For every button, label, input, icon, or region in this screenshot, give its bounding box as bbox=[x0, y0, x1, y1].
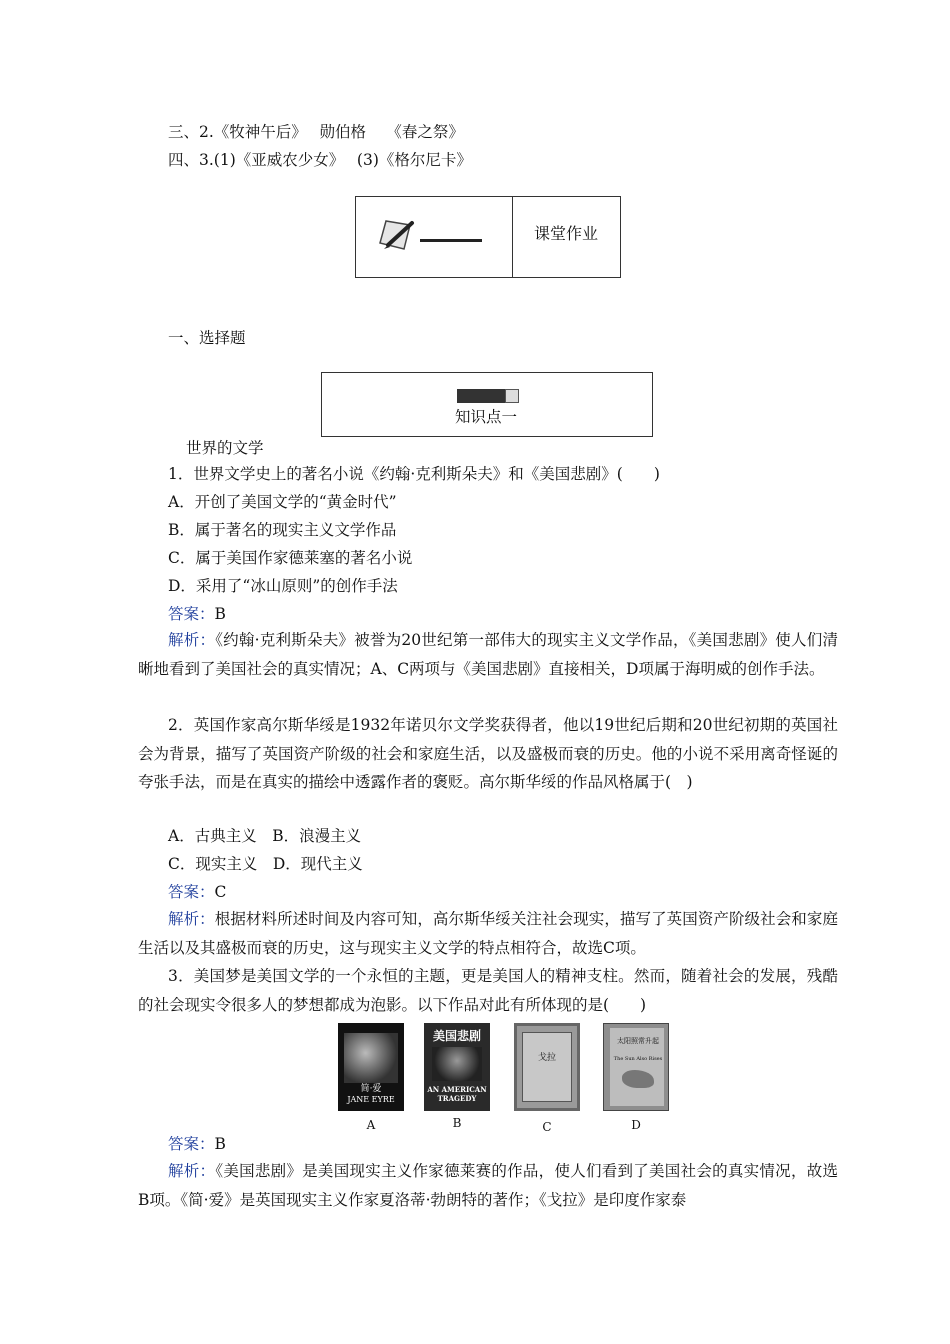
q2-answer-value: C bbox=[214, 883, 227, 901]
q1-analysis-label: 解析： bbox=[168, 631, 216, 649]
q3-analysis bbox=[138, 1157, 838, 1214]
banner-divider bbox=[512, 197, 513, 277]
cover-a-title: JANE EYRE bbox=[347, 1095, 395, 1104]
answer-line-3: 三、2.《牧神午后》 勋伯格 《春之祭》 bbox=[168, 123, 464, 141]
pencil-note-icon bbox=[376, 215, 420, 259]
q2-analysis-label: 解析： bbox=[168, 910, 215, 928]
banner-underline bbox=[420, 239, 482, 242]
q2-answer-label: 答案： bbox=[168, 883, 215, 901]
q1-answer bbox=[168, 600, 868, 628]
book-cover-b bbox=[424, 1023, 490, 1111]
q2-analysis-text: 根据材料所述时间及内容可知，高尔斯华绥关注社会现实，描写了英国资产阶级社会和家庭生活以及其盛极而衰的历史，这与现实主义文学的特点相符合，故选C项。 bbox=[138, 910, 838, 957]
cover-d-caption: D bbox=[631, 1118, 641, 1132]
q2-analysis bbox=[138, 905, 838, 962]
knowledge-point-box bbox=[321, 372, 653, 437]
knowledge-point-marker bbox=[457, 389, 519, 403]
cover-b-title: AN AMERICAN TRAGEDY bbox=[427, 1085, 487, 1103]
cover-d-title: The Sun Also Rises bbox=[613, 1056, 663, 1062]
knowledge-topic: 世界的文学 bbox=[186, 439, 264, 457]
q1-answer-label: 答案： bbox=[168, 605, 215, 623]
section-heading: 一、选择题 bbox=[168, 329, 246, 347]
q3-answer bbox=[168, 1130, 868, 1158]
banner-label: 课堂作业 bbox=[534, 224, 599, 243]
q3-stem: 3．美国梦是美国文学的一个永恒的主题，更是美国人的精神支柱。然而，随着社会的发展，残酷的社会现实令很多人的梦想都成为泡影。以下作品对此有所体现的是( ) bbox=[138, 967, 838, 1014]
q1-option-a: A．开创了美国文学的“黄金时代” bbox=[168, 493, 397, 511]
cover-b-cn-title: 美国悲剧 bbox=[432, 1029, 481, 1043]
cover-d-cn-title: 太阳照常升起 bbox=[617, 1037, 659, 1045]
cover-c-cn-title: 戈拉 bbox=[537, 1053, 556, 1063]
q2-options-row2: C．现实主义 D．现代主义 bbox=[168, 855, 363, 873]
q1-analysis-text: 《约翰·克利斯朵夫》被誉为20世纪第一部伟大的现实主义文学作品，《美国悲剧》使人们清晰地看到了美国社会的真实情况；A、C两项与《美国悲剧》直接相关，D项属于海明威的创作手法。 bbox=[138, 631, 838, 678]
book-cover-d bbox=[603, 1023, 669, 1111]
q3-analysis-text: 《美国悲剧》是美国现实主义作家德莱赛的作品，使人们看到了美国社会的真实情况，故选B项。《简·爱》是英国现实主义作家夏洛蒂·勃朗特的著作；《戈拉》是印度作家泰 bbox=[138, 1162, 838, 1209]
q2-options-row1: A．古典主义 B．浪漫主义 bbox=[168, 827, 362, 845]
q1-option-d: D．采用了“冰山原则”的创作手法 bbox=[168, 577, 398, 595]
q2-stem: 2．英国作家高尔斯华绥是1932年诺贝尔文学奖获得者，他以19世纪后期和20世纪初期的英国社会为背景，描写了英国资产阶级的社会和家庭生活，以及盛极而衰的历史。他的小说不采用离奇怪诞的夸张手法，而是在真实的描绘中透露作者的褒贬。高尔斯华绥的作品风格属于( ) bbox=[138, 716, 838, 791]
cover-b-caption: B bbox=[452, 1116, 462, 1130]
cover-a-cn-title: 简·爱 bbox=[360, 1084, 382, 1094]
book-cover-a bbox=[338, 1023, 404, 1111]
book-cover-c bbox=[514, 1023, 580, 1111]
q1-option-b: B．属于著名的现实主义文学作品 bbox=[168, 521, 397, 539]
cover-c-caption: C bbox=[542, 1120, 552, 1134]
section-banner bbox=[355, 196, 621, 278]
q1-analysis bbox=[138, 626, 838, 683]
q1-option-c: C．属于美国作家德莱塞的著名小说 bbox=[168, 549, 413, 567]
q2-answer bbox=[168, 878, 868, 906]
answer-line-4: 四、3.(1)《亚威农少女》 (3)《格尔尼卡》 bbox=[168, 151, 472, 169]
q3-answer-label: 答案： bbox=[168, 1135, 215, 1153]
q3-answer-value: B bbox=[214, 1135, 226, 1153]
q1-stem: 1．世界文学史上的著名小说《约翰·克利斯朵夫》和《美国悲剧》( ) bbox=[168, 465, 660, 483]
q3-analysis-label: 解析： bbox=[168, 1162, 216, 1180]
knowledge-point-label: 知识点一 bbox=[455, 408, 518, 426]
cover-a-caption: A bbox=[366, 1118, 376, 1132]
q1-answer-value: B bbox=[214, 605, 226, 623]
